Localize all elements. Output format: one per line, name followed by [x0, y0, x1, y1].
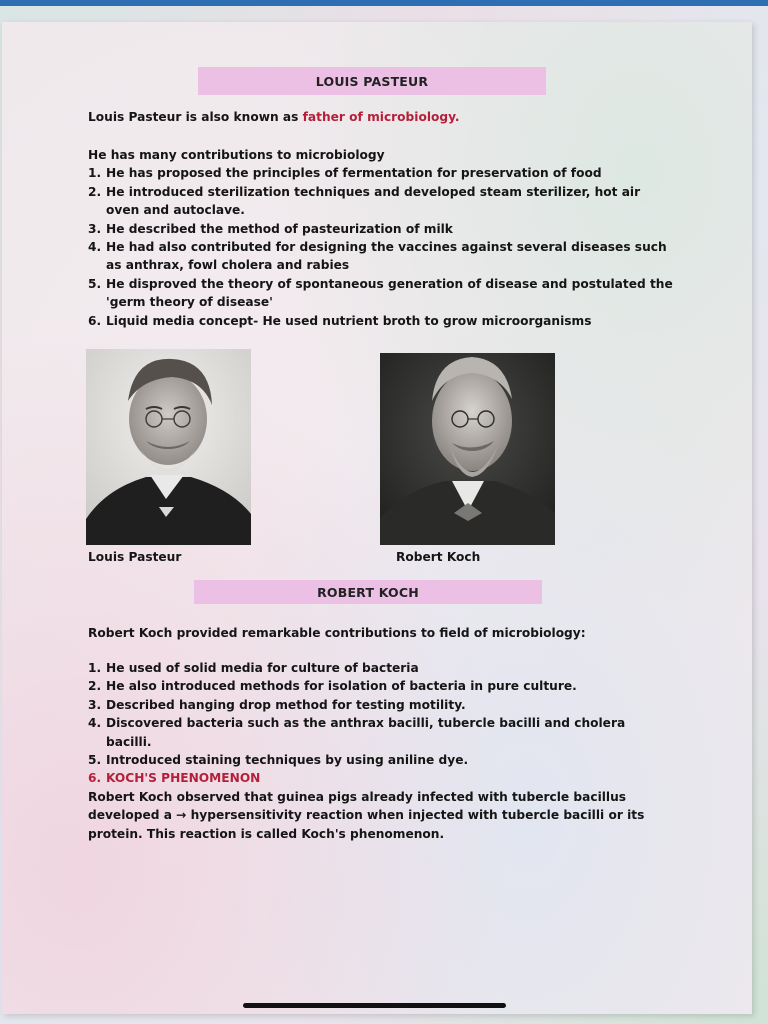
list-item: 1. He has proposed the principles of fermentation for preservation of food	[88, 166, 602, 181]
pasteur-intro	[88, 108, 688, 126]
list-item: 6. Liquid media concept- He used nutrient broth to grow microorganisms	[88, 313, 592, 328]
pasteur-list	[88, 164, 673, 330]
koch-intro: Robert Koch provided remarkable contributions to field of microbiology:	[88, 626, 586, 640]
koch-portrait-image	[380, 353, 555, 545]
list-item: 4. He had also contributed for designing the vaccines against several diseases such as anthrax, fowl cholera and rabies	[88, 240, 667, 273]
phenomenon-paragraph: Robert Koch observed that guinea pigs already infected with tubercle bacillus developed a → hypersensitivity reaction when injected with tubercle bacilli or its protein. This reaction is called Koch's phenomenon.	[88, 789, 645, 841]
home-indicator[interactable]	[243, 1003, 506, 1008]
koch-caption: Robert Koch	[396, 550, 481, 564]
list-item: 3. Described hanging drop method for testing motility.	[88, 697, 466, 712]
pasteur-intro-text: Louis Pasteur is also known as	[88, 110, 303, 124]
list-item: 3. He described the method of pasteurization of milk	[88, 221, 453, 236]
list-item: 5. Introduced staining techniques by using aniline dye.	[88, 753, 469, 768]
koch-portrait	[380, 353, 555, 545]
pasteur-contributions	[88, 146, 673, 330]
list-item-phenomenon: 6. KOCH'S PHENOMENON	[88, 771, 261, 786]
koch-list	[88, 659, 673, 788]
list-item: 2. He also introduced methods for isolation of bacteria in pure culture.	[88, 679, 577, 694]
top-bar	[0, 0, 768, 6]
list-item: 4. Discovered bacteria such as the anthrax bacilli, tubercle bacilli and cholera bacilli.	[88, 716, 626, 749]
pasteur-portrait	[86, 349, 251, 545]
pasteur-contributions-intro: He has many contributions to microbiology	[88, 148, 385, 162]
document-page	[2, 22, 752, 1014]
koch-heading: ROBERT KOCH	[194, 580, 542, 604]
pasteur-intro-highlight: father of microbiology.	[302, 110, 460, 124]
list-item: 1. He used of solid media for culture of bacteria	[88, 661, 419, 675]
list-item: 5. He disproved the theory of spontaneous generation of disease and postulated the 'germ theory of disease'	[88, 276, 673, 310]
pasteur-portrait-image	[86, 349, 251, 545]
pasteur-caption: Louis Pasteur	[88, 550, 182, 564]
pasteur-heading: LOUIS PASTEUR	[198, 67, 546, 95]
koch-contributions	[88, 659, 673, 843]
list-item: 2. He introduced sterilization techniques and developed steam sterilizer, hot air oven and autoclave.	[88, 184, 641, 218]
